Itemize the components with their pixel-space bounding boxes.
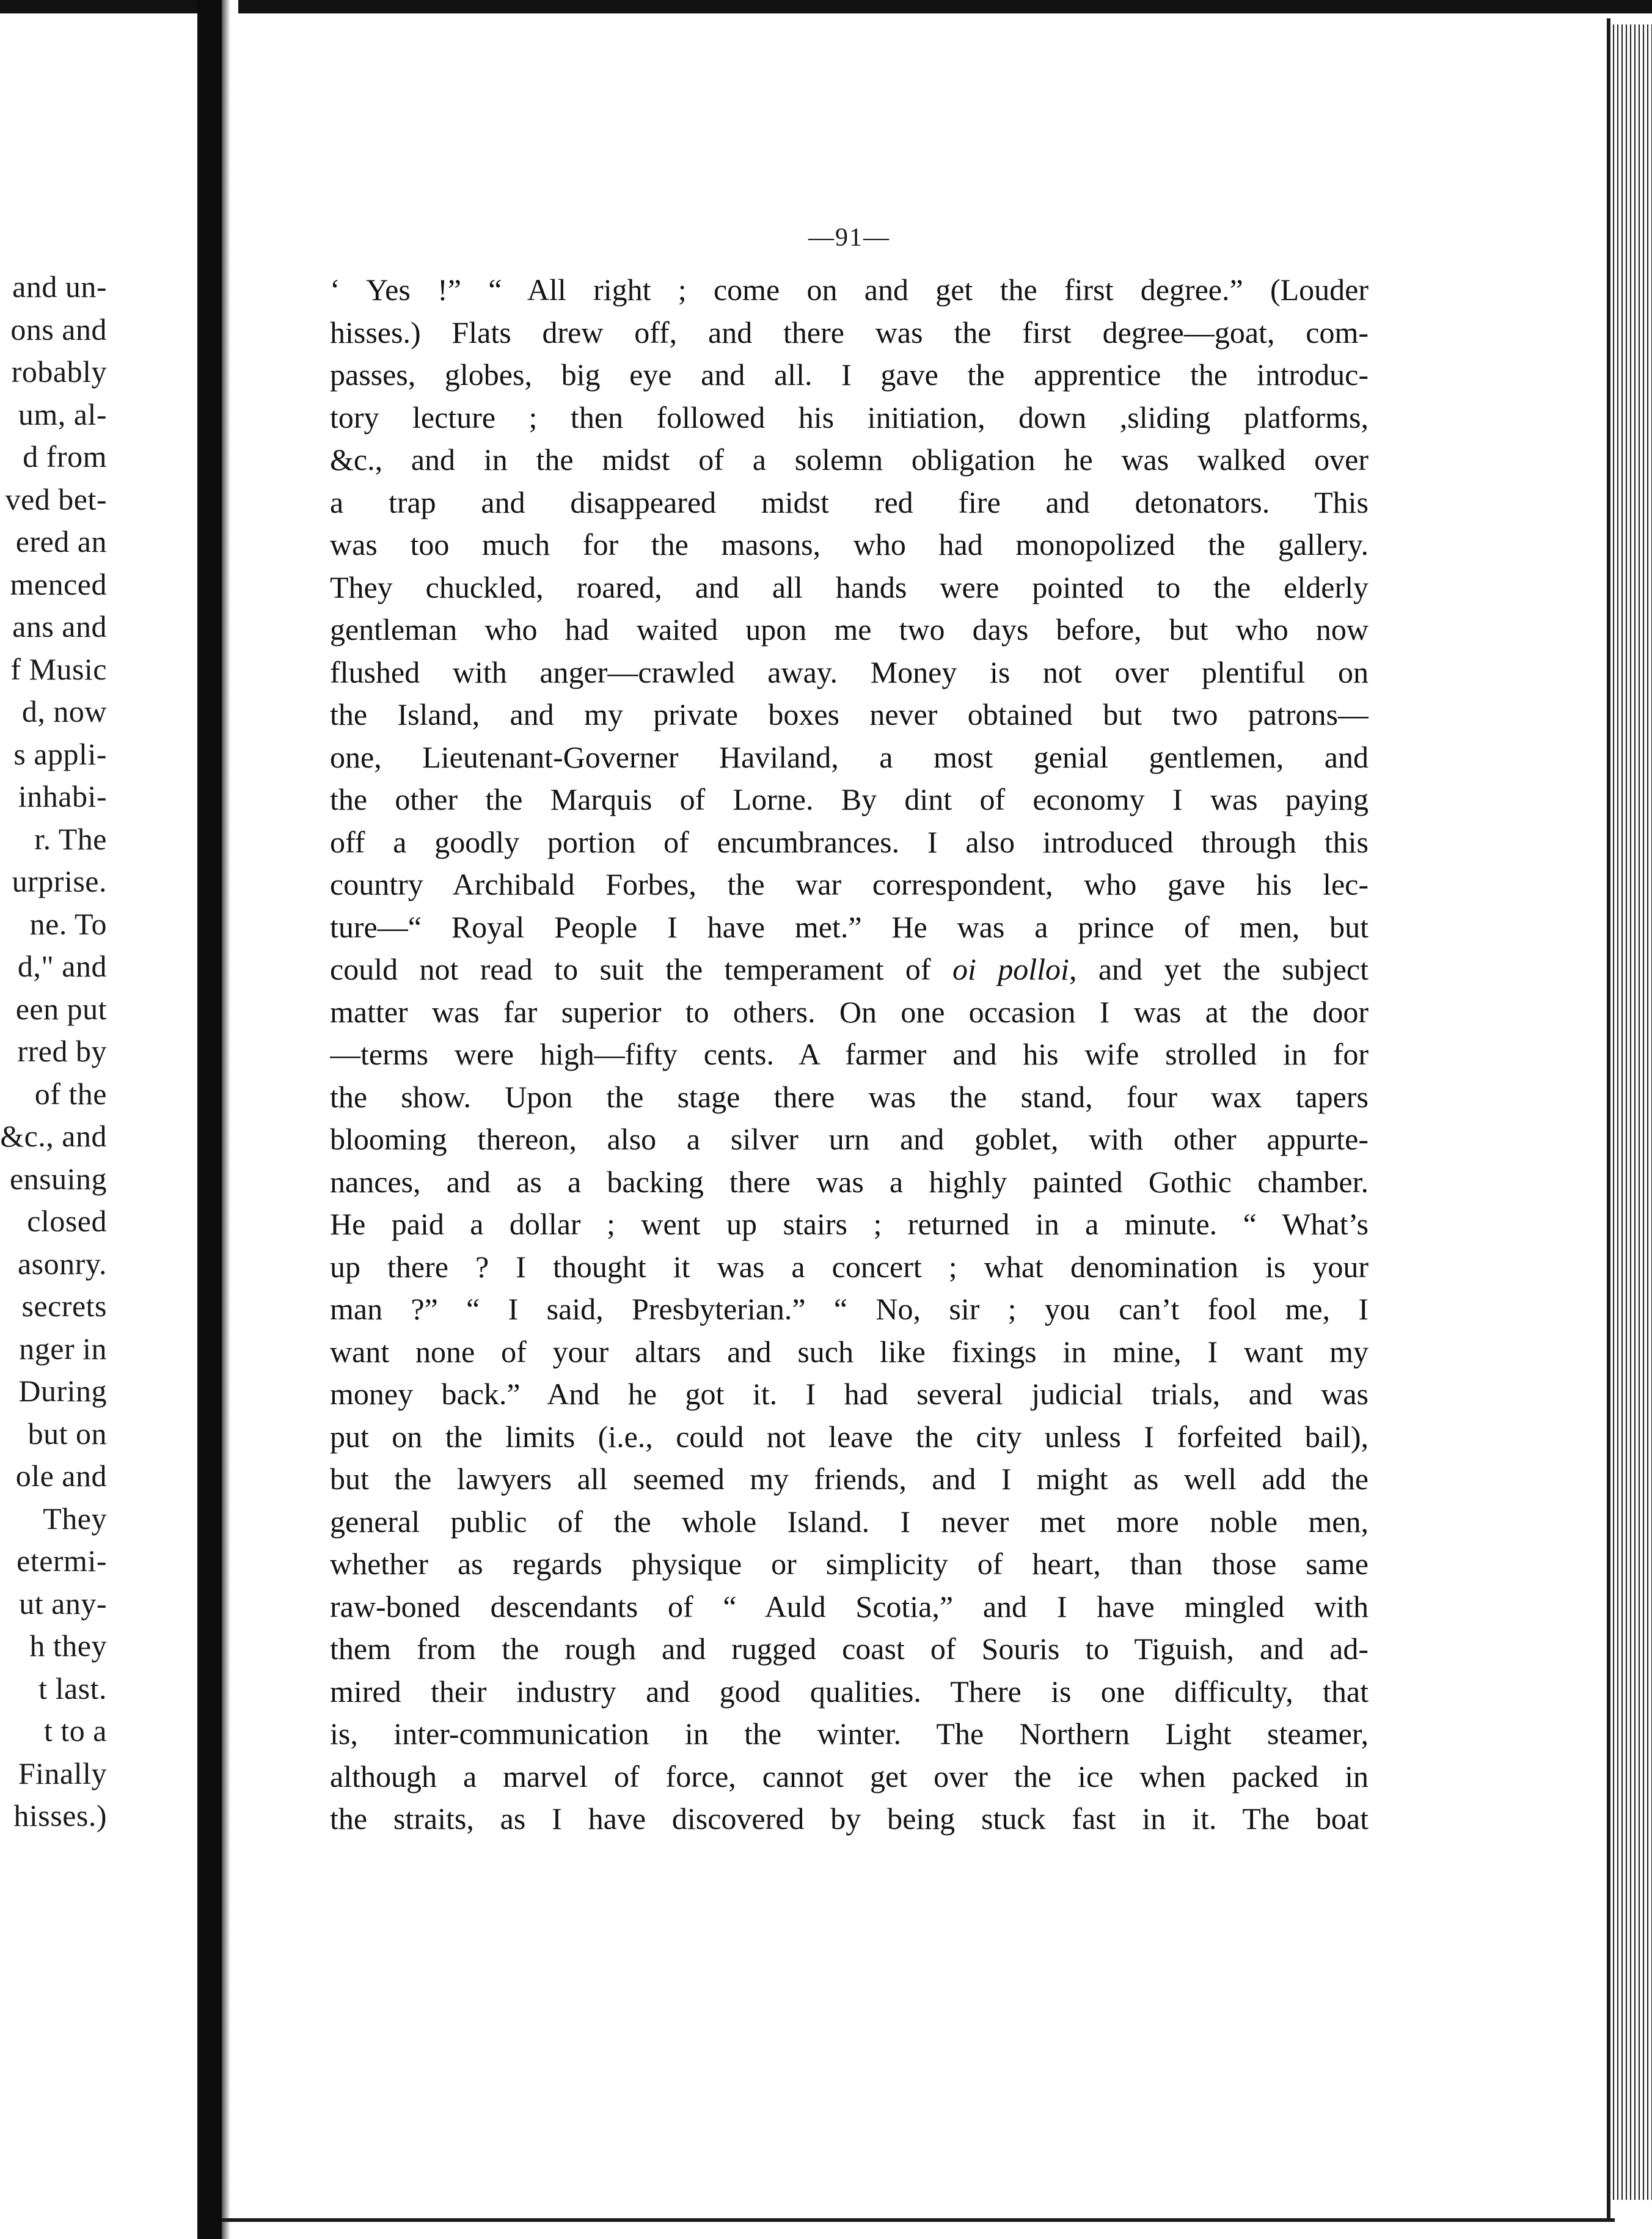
left-page-line: ved bet-: [5, 482, 107, 516]
body-text-line: but the lawyers all seemed my friends, and I might as well add the: [330, 1462, 1369, 1496]
body-text-line: flushed with anger—crawled away. Money is not over plentiful on: [330, 654, 1369, 689]
body-text-line: a trap and disappeared midst red fire and detonators. This: [330, 485, 1369, 519]
left-page-line: closed: [27, 1204, 107, 1238]
stacked-page-edges: [1613, 24, 1652, 2200]
left-page-line: secrets: [21, 1289, 107, 1323]
left-page-line: ne. To: [29, 906, 107, 941]
body-text-line: He paid a dollar ; went up stairs ; returned in a minute. “ What’s: [330, 1207, 1369, 1241]
body-text-line: hisses.) Flats drew off, and there was the first degree—goat, com-: [330, 315, 1369, 350]
body-text-line: ‘ Yes !” “ All right ; come on and get the first degree.” (Louder: [330, 273, 1369, 307]
left-page-line: nger in: [19, 1331, 107, 1366]
left-page-line: d," and: [17, 949, 107, 983]
body-text-line: could not read to suit the temperament of oi polloi, and yet the subject: [330, 952, 1369, 986]
left-page-line: r. The: [34, 821, 107, 856]
page-right-border: [1607, 18, 1610, 2218]
page-bottom-border: [222, 2218, 1615, 2222]
left-page-line: asonry.: [17, 1246, 107, 1281]
left-page-line: f Music: [10, 651, 107, 686]
body-text-line: ture—“ Royal People I have met.” He was a prince of men, but: [330, 909, 1369, 944]
body-text-line: nances, and as a backing there was a highly painted Gothic chamber.: [330, 1164, 1369, 1199]
left-page-line: &c., and: [0, 1119, 107, 1153]
body-text-line: the other the Marquis of Lorne. By dint of economy I was paying: [330, 782, 1369, 816]
top-scan-edge: [0, 0, 1652, 13]
body-text-line: put on the limits (i.e., could not leave the city unless I forfeited bail),: [330, 1419, 1369, 1454]
left-page-line: urprise.: [12, 864, 107, 898]
body-text-line: &c., and in the midst of a solemn obligation he was walked over: [330, 442, 1369, 477]
left-page-line: ut any-: [19, 1586, 107, 1621]
body-text-line: whether as regards physique or simplicity of heart, than those same: [330, 1547, 1369, 1581]
left-page-line: and un-: [12, 269, 107, 304]
body-text-line: one, Lieutenant-Governer Haviland, a most genial gentlemen, and: [330, 739, 1369, 774]
left-page-line: een put: [15, 991, 107, 1026]
left-page-line: of the: [34, 1076, 107, 1111]
body-text-line: matter was far superior to others. On one occasion I was at the door: [330, 994, 1369, 1029]
left-page-line: Finally: [18, 1756, 107, 1790]
left-page-fragment: [0, 269, 197, 1882]
body-text-line: passes, globes, big eye and all. I gave the apprentice the introduc-: [330, 357, 1369, 392]
left-page-line: ons and: [10, 312, 107, 346]
left-page-line: inhabi-: [18, 779, 107, 813]
body-text-line: general public of the whole Island. I never met more noble men,: [330, 1504, 1369, 1539]
body-text-line: —terms were high—fifty cents. A farmer and his wife strolled in for: [330, 1037, 1369, 1071]
left-page-line: ans and: [12, 609, 107, 643]
body-text-line: want none of your altars and such like fixings in mine, I want my: [330, 1334, 1369, 1369]
left-page-line: s appli-: [13, 736, 107, 771]
body-text-line: them from the rough and rugged coast of Souris to Tiguish, and ad-: [330, 1632, 1369, 1666]
left-page-line: hisses.): [13, 1798, 107, 1833]
body-text-line: was too much for the masons, who had monopolized the gallery.: [330, 527, 1369, 562]
body-text-line: is, inter-communication in the winter. The Northern Light steamer,: [330, 1717, 1369, 1751]
body-text-line: the Island, and my private boxes never obtained but two patrons—: [330, 697, 1369, 731]
left-page-line: but on: [27, 1416, 107, 1451]
left-page-line: d from: [23, 439, 107, 474]
left-page-line: um, al-: [18, 397, 107, 431]
left-page-line: d, now: [21, 694, 107, 728]
body-text-line: raw-boned descendants of “ Auld Scotia,” and I have mingled with: [330, 1589, 1369, 1624]
book-gutter: [197, 0, 222, 2239]
left-page-line: menced: [10, 566, 107, 601]
body-text-line: blooming thereon, also a silver urn and goblet, with other appurte-: [330, 1122, 1369, 1156]
italic-phrase: oi polloi: [952, 952, 1069, 986]
page-body-text: [330, 269, 1369, 1841]
page-number: —91—: [808, 224, 890, 252]
body-text-line: up there ? I thought it was a concert ; what denomination is your: [330, 1249, 1369, 1284]
left-page-line: rred by: [17, 1034, 107, 1068]
left-page-line: t last.: [38, 1671, 107, 1706]
left-page-line: ensuing: [9, 1161, 107, 1196]
body-text-line: money back.” And he got it. I had several judicial trials, and was: [330, 1377, 1369, 1411]
body-text-line: man ?” “ I said, Presbyterian.” “ No, sir ; you can’t fool me, I: [330, 1292, 1369, 1326]
body-text-line: mired their industry and good qualities. There is one difficulty, that: [330, 1674, 1369, 1709]
left-page-line: etermi-: [16, 1544, 107, 1578]
body-text-line: although a marvel of force, cannot get over the ice when packed in: [330, 1759, 1369, 1794]
left-page-line: robably: [11, 354, 107, 389]
left-page-line: h they: [29, 1629, 107, 1663]
body-text-line: They chuckled, roared, and all hands were pointed to the elderly: [330, 570, 1369, 604]
body-text-line: the straits, as I have discovered by being stuck fast in it. The boat: [330, 1801, 1369, 1836]
gutter-shadow: [222, 0, 230, 2239]
left-page-line: ered an: [15, 524, 107, 559]
body-text-line: the show. Upon the stage there was the stand, four wax tapers: [330, 1079, 1369, 1114]
left-page-line: ole and: [15, 1459, 107, 1493]
left-page-line: t to a: [44, 1713, 107, 1748]
body-text-line: tory lecture ; then followed his initiation, down ,sliding platforms,: [330, 400, 1369, 434]
left-page-line: They: [43, 1501, 107, 1536]
left-page-line: During: [18, 1374, 107, 1408]
body-text-line: country Archibald Forbes, the war correspondent, who gave his lec-: [330, 867, 1369, 901]
body-text-line: off a goodly portion of encumbrances. I also introduced through this: [330, 824, 1369, 859]
body-text-line: gentleman who had waited upon me two days before, but who now: [330, 612, 1369, 647]
